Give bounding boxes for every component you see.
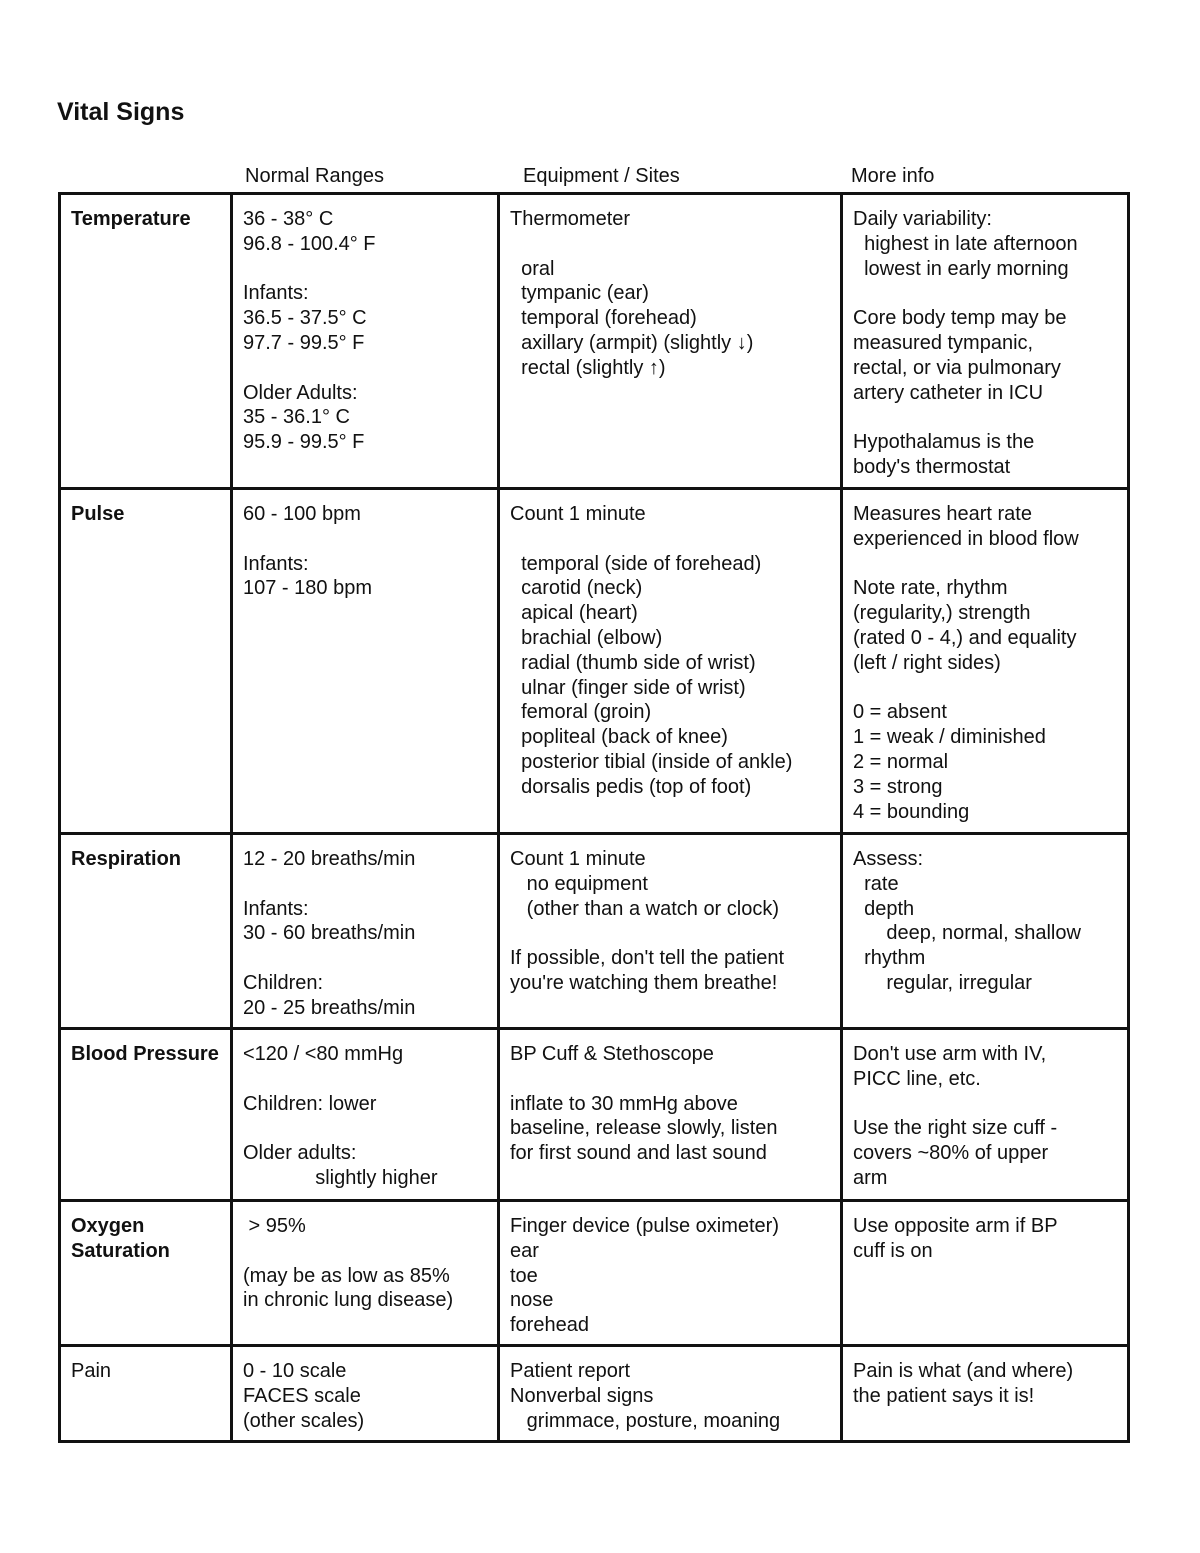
normal-ranges-cell [232,489,499,834]
cell-line: Use opposite arm if BP [853,1215,1058,1237]
sign-name-cell: Blood Pressure [60,1029,232,1201]
sign-name-cell: Pulse [60,489,232,834]
cell-line: <120 / <80 mmHg [243,1043,404,1065]
cell-line: Older Adults: [243,381,358,404]
cell-line: Infants: [243,552,309,575]
cell-line: 35 - 36.1° C [243,406,350,429]
equipment-sites-cell [499,489,842,834]
cell-line: rectal, or via pulmonary [853,356,1061,379]
cell-line: Daily variability: [853,208,992,230]
cell-line [243,257,489,282]
cell-line: ear [510,1239,539,1262]
page-title: Vital Signs [57,98,185,126]
cell-line [853,552,1119,577]
cell-line: deep, normal, shallow [853,922,1081,945]
cell-line [510,232,832,257]
cell-line: for first sound and last sound [510,1142,767,1165]
more-info-cell [842,1029,1129,1201]
cell-line: tympanic (ear) [510,282,649,305]
cell-line: depth [853,897,915,920]
cell-line: axillary (armpit) (slightly ↓) [510,331,754,354]
cell-line: in chronic lung disease) [243,1289,454,1312]
cell-line: femoral (groin) [510,701,652,724]
equipment-sites-cell [499,1346,842,1442]
cell-line: artery catheter in ICU [853,381,1044,404]
cell-line: FACES scale [243,1384,361,1407]
cell-line: arm [853,1166,888,1189]
cell-line [853,405,1119,430]
table-row-blood-pressure [60,1029,1129,1201]
vital-signs-table [58,192,1130,1443]
cell-line: temporal (side of forehead) [510,552,762,575]
cell-line: dorsalis pedis (top of foot) [510,775,752,798]
table-row-pain [60,1346,1129,1442]
cell-line [853,281,1119,306]
cell-line: > 95% [243,1215,306,1237]
cell-line: 36.5 - 37.5° C [243,307,367,330]
sign-name-cell: Temperature [60,194,232,489]
cell-line: 3 = strong [853,775,943,798]
cell-line: forehead [510,1314,589,1337]
more-info-cell [842,194,1129,489]
cell-line: (may be as low as 85% [243,1264,450,1287]
cell-line: measured tympanic, [853,331,1034,354]
sign-name-cell: Pain [60,1346,232,1442]
cell-line [510,921,832,946]
cell-line [243,1239,489,1264]
cell-line: highest in late afternoon [853,232,1078,255]
table-row-pulse [60,489,1129,834]
cell-line: body's thermostat [853,455,1011,478]
cell-line [243,1116,489,1141]
more-info-cell [842,834,1129,1029]
cell-line: temporal (forehead) [510,307,697,330]
cell-line: 97.7 - 99.5° F [243,331,365,354]
cell-line: Count 1 minute [510,848,646,870]
cell-line [853,676,1119,701]
column-header-normal-ranges: Normal Ranges [245,165,384,187]
normal-ranges-cell [232,834,499,1029]
cell-line: covers ~80% of upper [853,1142,1049,1165]
cell-line: the patient says it is! [853,1384,1035,1407]
cell-line: Measures heart rate [853,503,1032,525]
equipment-sites-cell [499,1029,842,1201]
more-info-cell [842,1201,1129,1346]
cell-line: posterior tibial (inside of ankle) [510,750,793,773]
cell-line: If possible, don't tell the patient [510,947,784,970]
equipment-sites-cell [499,194,842,489]
cell-line: Nonverbal signs [510,1384,654,1407]
normal-ranges-cell [232,1201,499,1346]
cell-line: rectal (slightly ↑) [510,356,666,379]
cell-line: you're watching them breathe! [510,971,778,994]
cell-line: (regularity,) strength [853,602,1031,625]
cell-line: 2 = normal [853,750,949,773]
cell-line: Note rate, rhythm [853,577,1008,600]
equipment-sites-cell [499,834,842,1029]
cell-line: Pain is what (and where) [853,1360,1074,1382]
normal-ranges-cell [232,1029,499,1201]
cell-line: experienced in blood flow [853,527,1079,550]
cell-line: Assess: [853,848,924,870]
cell-line: slightly higher [243,1166,438,1189]
cell-line [510,527,832,552]
equipment-sites-cell [499,1201,842,1346]
cell-line: no equipment [510,872,648,895]
cell-line: Infants: [243,282,309,305]
cell-line: Patient report [510,1360,631,1382]
cell-line [243,946,489,971]
cell-line [510,1067,832,1092]
cell-line: 60 - 100 bpm [243,503,361,525]
cell-line: 0 - 10 scale [243,1360,347,1382]
cell-line: Children: [243,971,324,994]
cell-line: PICC line, etc. [853,1067,981,1090]
cell-line [243,872,489,897]
cell-line: rate [853,872,899,895]
column-header-equipment-sites: Equipment / Sites [523,165,680,187]
sign-name-cell: Oxygen Saturation [60,1201,232,1346]
cell-line: 95.9 - 99.5° F [243,431,365,454]
cell-line: Core body temp may be [853,307,1067,330]
cell-line: apical (heart) [510,602,638,625]
cell-line: 30 - 60 breaths/min [243,922,416,945]
cell-line: Thermometer [510,208,631,230]
cell-line: 0 = absent [853,701,947,724]
cell-line: (rated 0 - 4,) and equality [853,626,1077,649]
cell-line [243,527,489,552]
cell-line [853,1092,1119,1117]
cell-line: grimmace, posture, moaning [510,1409,781,1432]
cell-line: baseline, release slowly, listen [510,1117,778,1140]
cell-line: (left / right sides) [853,651,1001,674]
more-info-cell [842,489,1129,834]
cell-line: nose [510,1289,554,1312]
table-row-temperature [60,194,1129,489]
cell-line: Hypothalamus is the [853,431,1035,454]
more-info-cell [842,1346,1129,1442]
cell-line: Older adults: [243,1142,357,1165]
column-header-more-info: More info [851,165,935,187]
cell-line: BP Cuff & Stethoscope [510,1043,714,1065]
cell-line: oral [510,257,555,280]
normal-ranges-cell [232,194,499,489]
cell-line: rhythm [853,947,926,970]
cell-line: 12 - 20 breaths/min [243,848,416,870]
cell-line: radial (thumb side of wrist) [510,651,756,674]
cell-line: lowest in early morning [853,257,1069,280]
cell-line: Use the right size cuff - [853,1117,1058,1140]
cell-line: 36 - 38° C [243,208,334,230]
cell-line: Count 1 minute [510,503,646,525]
cell-line: 107 - 180 bpm [243,577,372,600]
cell-line: cuff is on [853,1239,933,1262]
cell-line: ulnar (finger side of wrist) [510,676,746,699]
cell-line: brachial (elbow) [510,626,663,649]
sign-name-cell: Respiration [60,834,232,1029]
cell-line [243,356,489,381]
normal-ranges-cell [232,1346,499,1442]
cell-line: 96.8 - 100.4° F [243,232,376,255]
cell-line: inflate to 30 mmHg above [510,1092,738,1115]
cell-line: Don't use arm with IV, [853,1043,1047,1065]
cell-line: toe [510,1264,538,1287]
table-row-respiration [60,834,1129,1029]
cell-line: carotid (neck) [510,577,643,600]
cell-line: 20 - 25 breaths/min [243,996,416,1019]
cell-line: 1 = weak / diminished [853,726,1046,749]
cell-line: Finger device (pulse oximeter) [510,1215,779,1237]
cell-line: Infants: [243,897,309,920]
cell-line: regular, irregular [853,971,1032,994]
cell-line: 4 = bounding [853,800,970,823]
cell-line: (other than a watch or clock) [510,897,780,920]
table-row-oxygen-saturation [60,1201,1129,1346]
cell-line: Children: lower [243,1092,377,1115]
cell-line [243,1067,489,1092]
cell-line: (other scales) [243,1409,365,1432]
cell-line: popliteal (back of knee) [510,726,728,749]
